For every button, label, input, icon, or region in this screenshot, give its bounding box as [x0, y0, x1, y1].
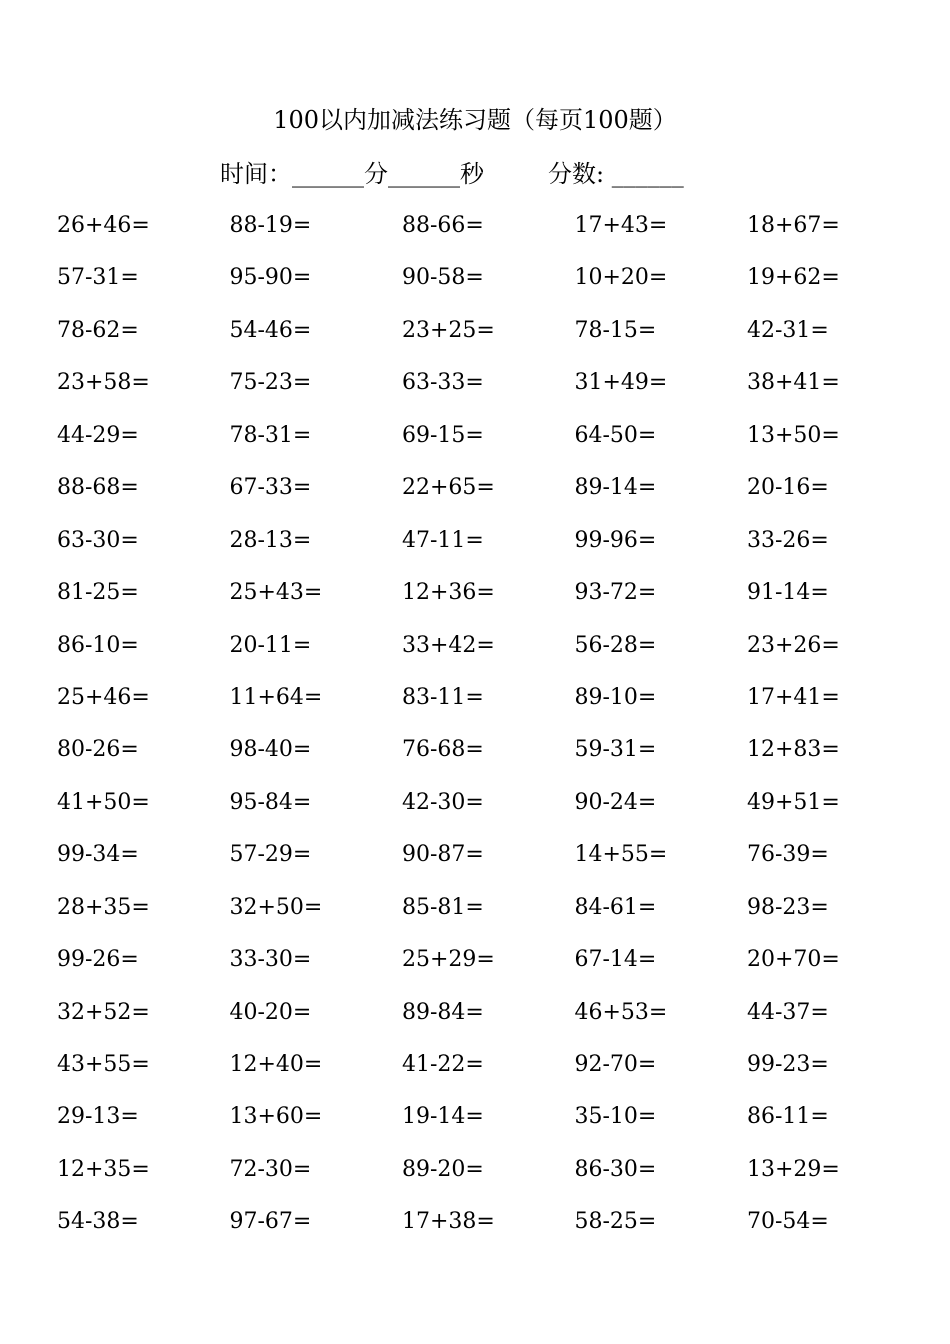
problem-item: 32+52= — [57, 999, 150, 1025]
score-blank: ______ — [611, 160, 684, 188]
problem-item: 28+35= — [57, 894, 150, 920]
problem-item: 17+41= — [747, 684, 840, 710]
second-blank: ______ — [388, 160, 460, 188]
problem-item: 67-14= — [574, 947, 657, 973]
problem-item: 23+25= — [402, 317, 495, 343]
problem-item: 86-30= — [574, 1156, 657, 1182]
problem-item: 49+51= — [747, 789, 840, 815]
problem-item: 35-10= — [574, 1104, 657, 1130]
problem-item: 90-87= — [402, 842, 484, 868]
problem-item: 20-11= — [229, 632, 312, 658]
problem-item: 12+36= — [402, 580, 495, 606]
problem-item: 17+43= — [574, 213, 668, 238]
problem-item: 26+46= — [57, 213, 150, 238]
problem-item: 23+26= — [747, 632, 840, 658]
problem-item: 84-61= — [574, 894, 657, 920]
problem-item: 44-29= — [57, 422, 139, 448]
problem-item: 13+60= — [229, 1104, 323, 1130]
problem-item: 43+55= — [57, 1052, 150, 1077]
problem-item: 64-50= — [574, 422, 657, 448]
problem-item: 12+40= — [229, 1052, 323, 1077]
problem-item: 67-33= — [229, 475, 312, 501]
problem-item: 95-84= — [229, 789, 312, 815]
problem-item: 93-72= — [574, 580, 657, 606]
problem-item: 46+53= — [574, 999, 668, 1025]
problem-item: 25+46= — [57, 684, 150, 710]
problem-item: 18+67= — [747, 213, 840, 238]
problem-item: 54-38= — [57, 1209, 139, 1235]
problem-item: 99-34= — [57, 842, 139, 868]
problem-item: 20-16= — [747, 475, 829, 501]
problem-item: 86-10= — [57, 632, 139, 658]
problem-item: 40-20= — [229, 999, 312, 1025]
problem-item: 69-15= — [402, 422, 484, 448]
problem-item: 97-67= — [229, 1209, 312, 1235]
problem-item: 59-31= — [574, 737, 657, 763]
problem-item: 57-29= — [229, 842, 312, 868]
page-title: 100以内加减法练习题（每页100题） — [273, 106, 677, 134]
problem-item: 76-39= — [747, 842, 829, 868]
problem-item: 85-81= — [402, 894, 484, 920]
problem-item: 99-26= — [57, 947, 139, 973]
problem-item: 95-90= — [229, 265, 312, 291]
problem-item: 31+49= — [574, 370, 668, 396]
problem-item: 72-30= — [229, 1156, 312, 1182]
problem-item: 25+43= — [229, 580, 323, 606]
problem-item: 89-14= — [574, 475, 657, 501]
problem-item: 98-40= — [229, 737, 312, 763]
problem-item: 14+55= — [574, 842, 668, 868]
problem-item: 33-30= — [229, 947, 312, 973]
problem-item: 83-11= — [402, 684, 484, 710]
problem-item: 38+41= — [747, 370, 840, 396]
problem-item: 80-26= — [57, 737, 139, 763]
problem-item: 78-15= — [574, 317, 657, 343]
problem-item: 90-58= — [402, 265, 484, 291]
problem-item: 98-23= — [747, 894, 829, 920]
problem-item: 58-25= — [574, 1209, 657, 1235]
time-score-line — [220, 156, 684, 192]
problem-item: 10+20= — [574, 265, 668, 291]
problem-item: 41-22= — [402, 1052, 484, 1077]
problem-item: 44-37= — [747, 999, 829, 1025]
problem-item: 89-10= — [574, 684, 657, 710]
second-label: 秒 — [460, 160, 484, 188]
problem-item: 33-26= — [747, 527, 829, 553]
problem-item: 99-23= — [747, 1052, 829, 1077]
problem-item: 28-13= — [229, 527, 312, 553]
problem-item: 88-66= — [402, 213, 484, 238]
score-label: 分数: — [548, 160, 612, 188]
problem-item: 12+35= — [57, 1156, 150, 1182]
problem-item: 12+83= — [747, 737, 840, 763]
problem-item: 57-31= — [57, 265, 139, 291]
problem-item: 76-68= — [402, 737, 484, 763]
problem-item: 42-31= — [747, 317, 829, 343]
problem-item: 20+70= — [747, 947, 840, 973]
problem-item: 47-11= — [402, 527, 484, 553]
problem-item: 11+64= — [229, 684, 323, 710]
time-label: 时间： — [220, 160, 292, 188]
problem-item: 91-14= — [747, 580, 829, 606]
problem-item: 90-24= — [574, 789, 657, 815]
problem-item: 23+58= — [57, 370, 150, 396]
problem-item: 88-68= — [57, 475, 139, 501]
problem-item: 99-96= — [574, 527, 657, 553]
problem-item: 19-14= — [402, 1104, 484, 1130]
problem-item: 75-23= — [229, 370, 312, 396]
problem-item: 42-30= — [402, 789, 484, 815]
problem-item: 89-84= — [402, 999, 484, 1025]
minute-blank: ______ — [292, 160, 364, 188]
problem-item: 78-62= — [57, 317, 139, 343]
problem-item: 29-13= — [57, 1104, 139, 1130]
problem-item: 32+50= — [229, 894, 323, 920]
problem-item: 13+50= — [747, 422, 840, 448]
problem-item: 41+50= — [57, 789, 150, 815]
problem-item: 88-19= — [229, 213, 312, 238]
problem-item: 63-30= — [57, 527, 139, 553]
problem-item: 86-11= — [747, 1104, 829, 1130]
problem-item: 81-25= — [57, 580, 139, 606]
problem-item: 33+42= — [402, 632, 495, 658]
problem-item: 25+29= — [402, 947, 495, 973]
problem-item: 63-33= — [402, 370, 484, 396]
problem-item: 54-46= — [229, 317, 312, 343]
problem-item: 17+38= — [402, 1209, 495, 1235]
problem-grid — [57, 208, 917, 1257]
minute-label: 分 — [364, 160, 388, 188]
problem-item: 19+62= — [747, 265, 840, 291]
problem-item: 92-70= — [574, 1052, 657, 1077]
problem-item: 70-54= — [747, 1209, 829, 1235]
problem-item: 13+29= — [747, 1156, 840, 1182]
problem-item: 22+65= — [402, 475, 495, 501]
problem-item: 78-31= — [229, 422, 312, 448]
problem-item: 89-20= — [402, 1156, 484, 1182]
problem-item: 56-28= — [574, 632, 657, 658]
